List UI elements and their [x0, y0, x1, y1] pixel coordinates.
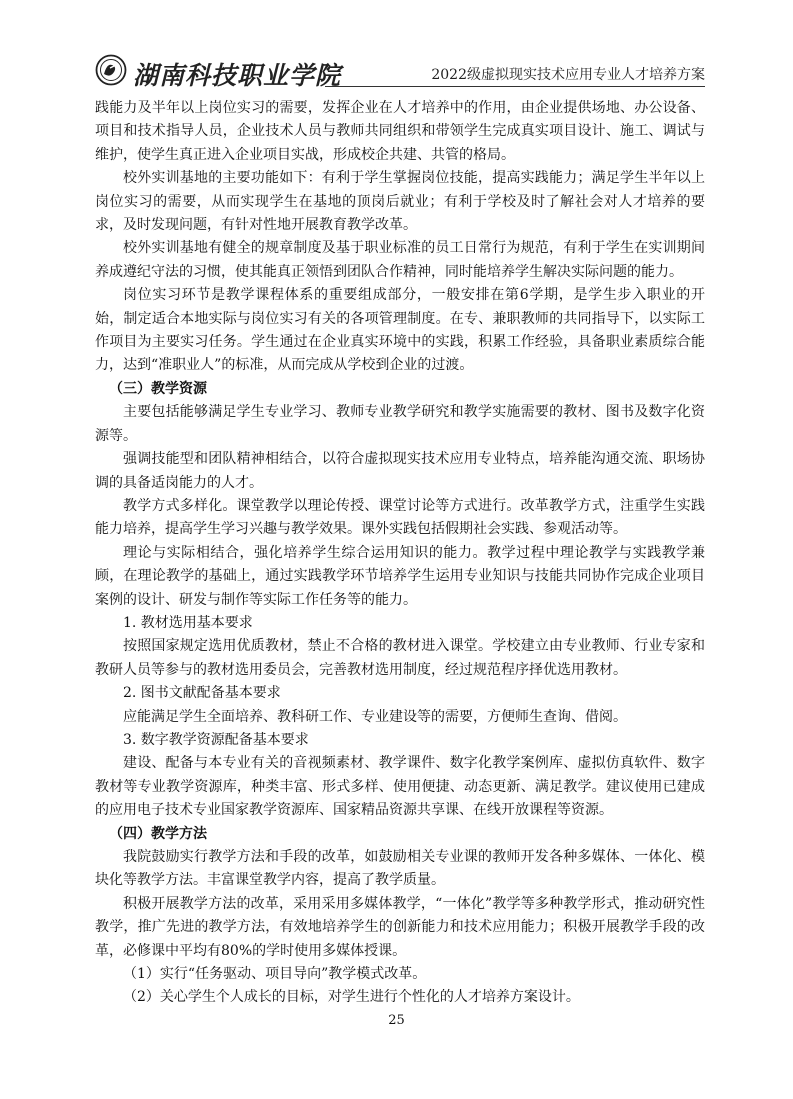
document-title: 2022级虚拟现实技术应用专业人才培养方案	[431, 67, 705, 83]
paragraph: 校外实训基地的主要功能如下：有利于学生掌握岗位技能，提高实践能力；满足学生半年以上岗位实习的需要，从而实现学生在基地的顶岗后就业；有利于学校及时了解社会对人才培养的要求，及时发现问题，有针对性地开展教育教学改革。	[95, 170, 705, 234]
subheading: 1. 教材选用基本要求	[123, 614, 253, 631]
paragraph: 主要包括能够满足学生专业学习、教师专业教学研究和教学实施需要的教材、图书及数字化资源等。	[95, 404, 705, 444]
paragraph: 我院鼓励实行教学方法和手段的改革，如鼓励相关专业课的教师开发各种多媒体、一体化、模块化等教学方法。丰富课堂教学内容，提高了教学质量。	[95, 849, 705, 889]
paragraph: 理论与实际相结合，强化培养学生综合运用知识的能力。教学过程中理论教学与实践教学兼顾，在理论教学的基础上，通过实践教学环节培养学生运用专业知识与技能共同协作完成企业项目案例的设计、研发与制作等实际工作任务等的能力。	[95, 544, 705, 608]
paragraph: 建设、配备与本专业有关的音视频素材、教学课件、数字化教学案例库、虚拟仿真软件、数字教材等专业教学资源库，种类丰富、形式多样、使用便捷、动态更新、满足教学。建议使用已建成的应用电子技术专业国家教学资源库、国家精品资源共享课、在线开放课程等资源。	[95, 755, 705, 819]
subheading: 2. 图书文献配备基本要求	[123, 685, 281, 702]
page-number: 25	[388, 1013, 405, 1028]
paragraph: 强调技能型和团队精神相结合，以符合虚拟现实技术应用专业特点，培养能沟通交流、职场协调的具备适岗能力的人才。	[95, 451, 705, 491]
paragraph: 按照国家规定选用优质教材，禁止不合格的教材进入课堂。学校建立由专业教师、行业专家和教研人员等参与的教材选用委员会，完善教材选用制度，经过规范程序择优选用教材。	[95, 638, 705, 678]
paragraph: 校外实训基地有健全的规章制度及基于职业标准的员工日常行为规范，有利于学生在实训期间养成遵纪守法的习惯，使其能真正领悟到团队合作精神，同时能培养学生解决实际问题的能力。	[95, 240, 705, 280]
paragraph: 岗位实习环节是教学课程体系的重要组成部分，一般安排在第6学期，是学生步入职业的开始，制定适合本地实际与岗位实习有关的各项管理制度。在专、兼职教师的共同指导下，以实际工作项目为主要实习任务。学生通过在企业真实环境中的实践，积累工作经验，具备职业素质综合能力，达到“准职业人”的标准，从而完成从学校到企业的过渡。	[95, 287, 705, 374]
header-rule	[325, 86, 705, 87]
school-name: 湖南科技职业学院	[133, 61, 342, 90]
list-item: （2）关心学生个人成长的目标，对学生进行个性化的人才培养方案设计。	[123, 989, 580, 1006]
paragraph: 践能力及半年以上岗位实习的需要，发挥企业在人才培养中的作用，由企业提供场地、办公设备、项目和技术指导人员，企业技术人员与教师共同组织和带领学生完成真实项目设计、施工、调试与维护，使学生真正进入企业项目实战，形成校企共建、共管的格局。	[95, 100, 705, 163]
school-logo-icon	[95, 54, 127, 86]
page-header	[95, 52, 705, 92]
paragraph: 应能满足学生全面培养、教科研工作、专业建设等的需要，方便师生查询、借阅。	[123, 708, 627, 725]
section-heading: （四）教学方法	[109, 825, 207, 842]
page-body	[95, 97, 705, 1010]
paragraph: 教学方式多样化。课堂教学以理论传授、课堂讨论等方式进行。改革教学方式，注重学生实践能力培养，提高学生学习兴趣与教学效果。课外实践包括假期社会实践、参观活动等。	[95, 497, 705, 538]
paragraph: 积极开展教学方法的改革，采用采用多媒体教学，“一体化”教学等多种教学形式，推动研究性教学，推广先进的教学方法，有效地培养学生的创新能力和技术应用能力；积极开展教学手段的改革，必修课中平均有80%的学时使用多媒体授课。	[95, 895, 705, 959]
subheading: 3. 数字教学资源配备基本要求	[123, 731, 309, 748]
list-item: （1）实行“任务驱动、项目导向”教学模式改革。	[123, 966, 427, 983]
section-heading: （三）教学资源	[109, 380, 207, 397]
